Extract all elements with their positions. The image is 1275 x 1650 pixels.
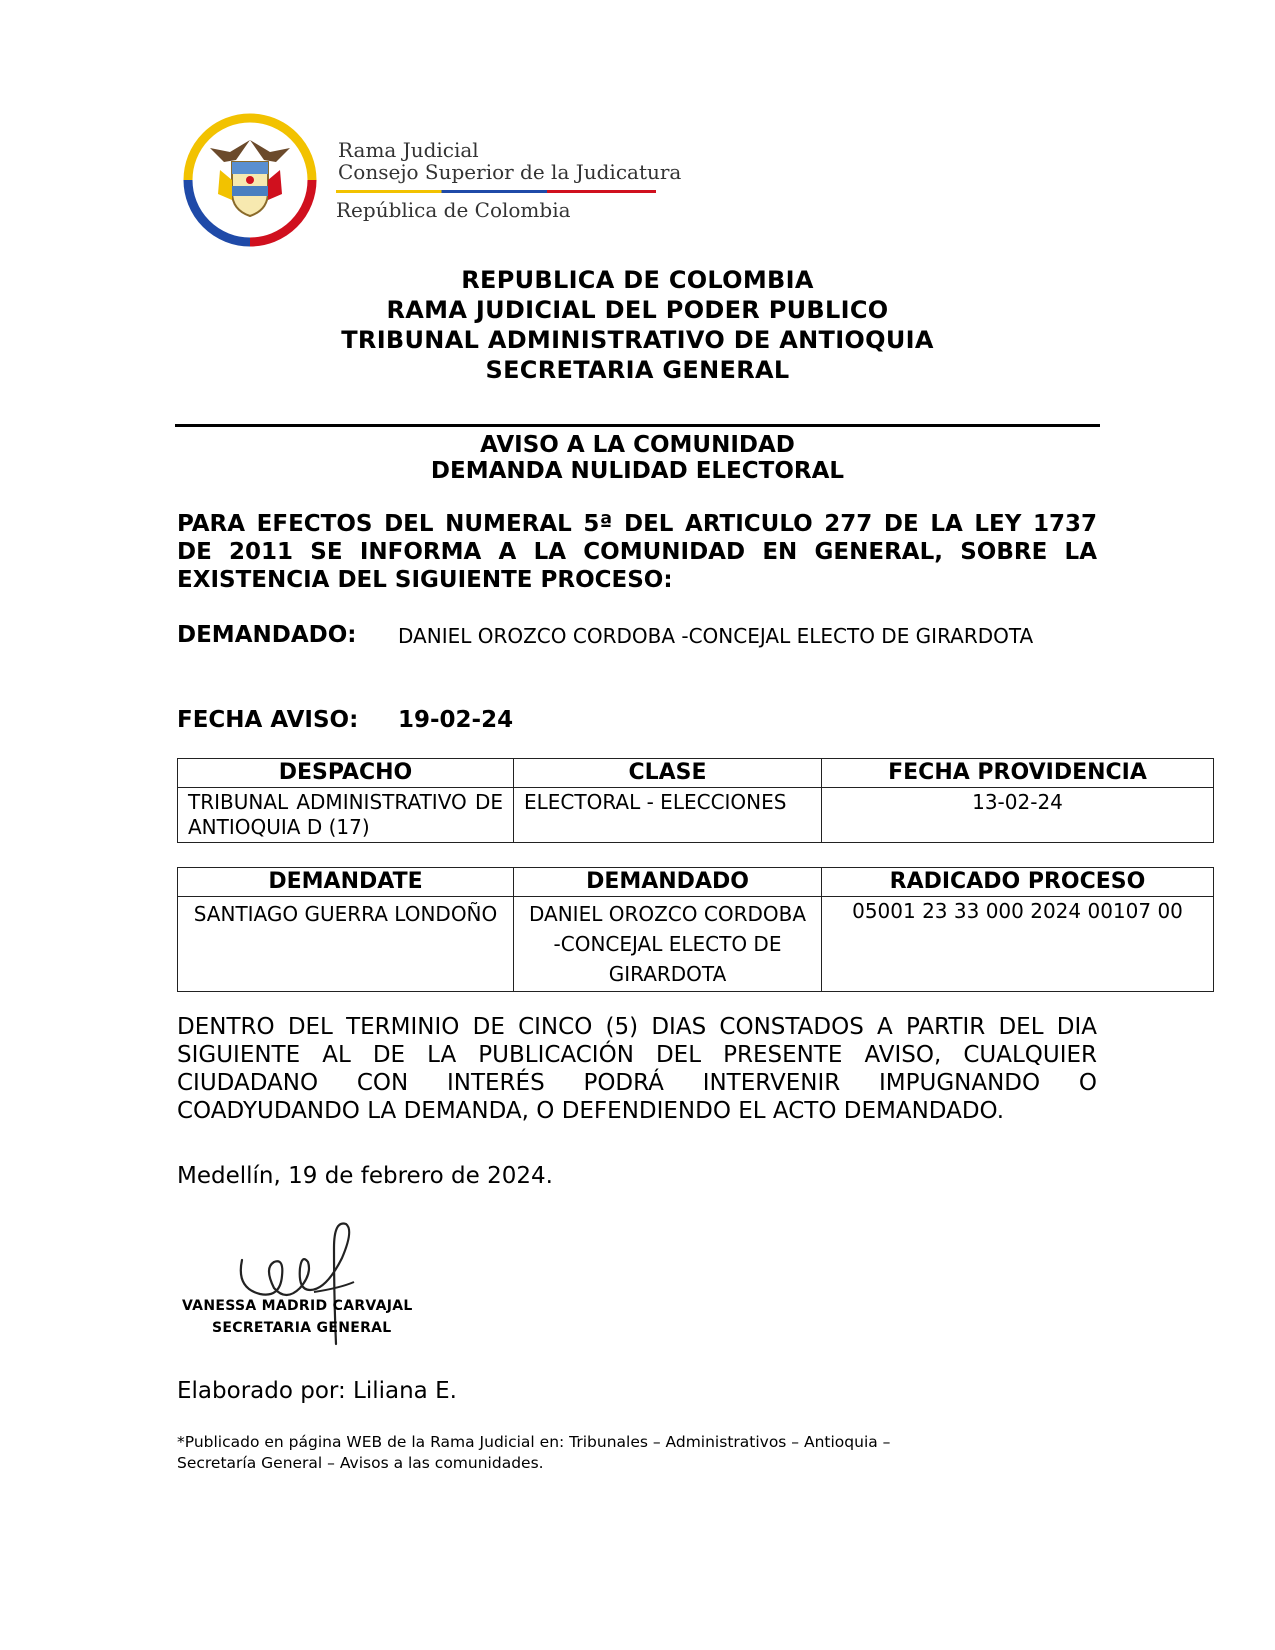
- heading-line-2: RAMA JUDICIAL DEL PODER PUBLICO: [386, 296, 889, 324]
- column-header-radicado: RADICADO PROCESO: [822, 868, 1214, 897]
- logo-text-republica: República de Colombia: [336, 198, 571, 222]
- publication-note: *Publicado en página WEB de la Rama Judicial en: Tribunales – Administrativos – Antioquia – Secretaría General – Avisos a las comunidades.: [177, 1433, 891, 1472]
- fecha-aviso-value: 19-02-24: [398, 707, 514, 733]
- logo-text-rama-judicial: Rama Judicial: [338, 138, 479, 162]
- cell-fecha-providencia: 13-02-24: [822, 788, 1214, 843]
- demandado-label: DEMANDADO:: [177, 622, 357, 648]
- heading-line-4: SECRETARIA GENERAL: [485, 356, 790, 384]
- cell-clase: ELECTORAL - ELECCIONES: [514, 788, 822, 843]
- signatory-title: SECRETARIA GENERAL: [212, 1320, 392, 1336]
- signatory-name: VANESSA MADRID CARVAJAL: [182, 1298, 413, 1314]
- notice-subtitle: DEMANDA NULIDAD ELECTORAL: [430, 458, 845, 484]
- despacho-table: [177, 758, 1214, 843]
- heading-line-1: REPUBLICA DE COLOMBIA: [461, 266, 814, 294]
- column-header-clase: CLASE: [514, 759, 822, 788]
- cell-demandado: DANIEL OROZCO CORDOBA -CONCEJAL ELECTO DE GIRARDOTA: [514, 897, 822, 992]
- cell-radicado: 05001 23 33 000 2024 00107 00: [822, 897, 1214, 992]
- column-header-demandado: DEMANDADO: [514, 868, 822, 897]
- rama-judicial-seal-logo: [180, 110, 320, 250]
- terms-paragraph: DENTRO DEL TERMINIO DE CINCO (5) DIAS CONSTADOS A PARTIR DEL DIA SIGUIENTE AL DE LA PUBLICACIÓN DEL PRESENTE AVISO, CUALQUIER CIUDADANO CON INTERÉS PODRÁ INTERVENIR IMPUGNANDO O COADYUDANDO LA DEMANDA, O DEFENDIENDO EL ACTO DEMANDADO.: [177, 1014, 1097, 1124]
- fecha-aviso-label: FECHA AVISO:: [177, 707, 359, 733]
- column-header-fecha-providencia: FECHA PROVIDENCIA: [822, 759, 1214, 788]
- city-date: Medellín, 19 de febrero de 2024.: [177, 1163, 553, 1189]
- logo-text-consejo: Consejo Superior de la Judicatura: [338, 160, 682, 184]
- notice-title: AVISO A LA COMUNIDAD: [480, 432, 795, 458]
- intro-paragraph: PARA EFECTOS DEL NUMERAL 5ª DEL ARTICULO 277 DE LA LEY 1737 DE 2011 SE INFORMA A LA COMUNIDAD EN GENERAL, SOBRE LA EXISTENCIA DEL SIGUIENTE PROCESO:: [177, 511, 1097, 593]
- column-header-demandante: DEMANDATE: [178, 868, 514, 897]
- cell-demandante: SANTIAGO GUERRA LONDOÑO: [178, 897, 514, 992]
- cell-despacho: TRIBUNAL ADMINISTRATIVO DE ANTIOQUIA D (17): [178, 788, 514, 843]
- table-header-row: [178, 868, 1214, 897]
- column-header-despacho: DESPACHO: [178, 759, 514, 788]
- partes-table: [177, 867, 1214, 992]
- table-header-row: [178, 759, 1214, 788]
- table-row: [178, 788, 1214, 843]
- elaborado-por: Elaborado por: Liliana E.: [177, 1378, 457, 1404]
- demandado-value: DANIEL OROZCO CORDOBA -CONCEJAL ELECTO DE GIRARDOTA: [398, 624, 1034, 648]
- heading-line-3: TRIBUNAL ADMINISTRATIVO DE ANTIOQUIA: [341, 326, 934, 354]
- heading-divider: [175, 424, 1100, 427]
- logo-tricolor-rule: [336, 190, 656, 193]
- table-row: [178, 897, 1214, 992]
